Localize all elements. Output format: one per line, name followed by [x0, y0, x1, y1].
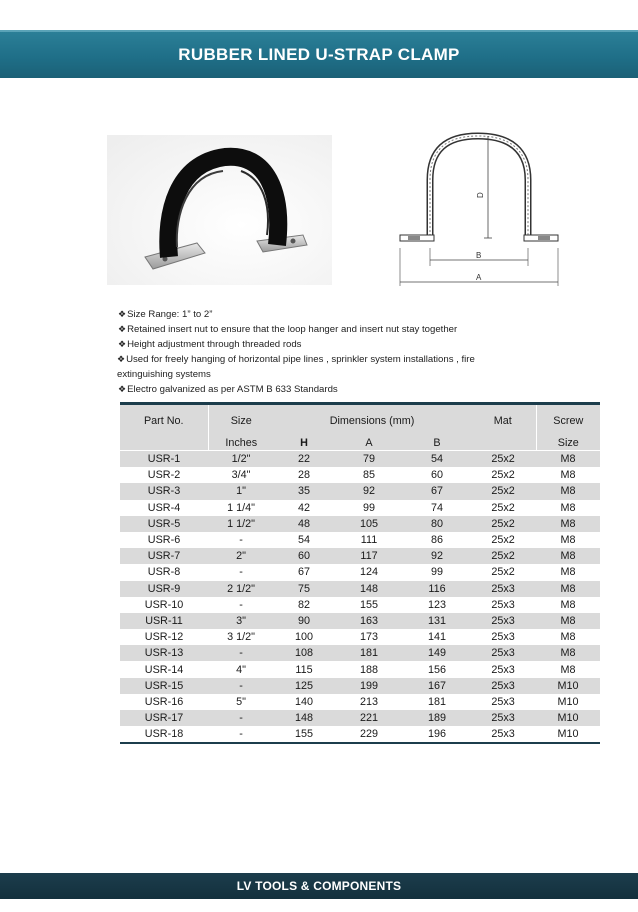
cell-mat: 25x2: [470, 483, 536, 499]
cell-size: -: [208, 678, 274, 694]
cell-dim-h: 35: [274, 483, 334, 499]
dim-a-label: A: [476, 273, 482, 282]
cell-dim-a: 173: [334, 629, 404, 645]
header-part-no: Part No.: [120, 404, 208, 437]
cell-size: -: [208, 726, 274, 743]
table-row: [120, 564, 600, 580]
cell-size: 1 1/4": [208, 500, 274, 516]
cell-part-no: USR-1: [120, 451, 208, 468]
cell-dim-b: 80: [404, 516, 470, 532]
cell-dim-a: 229: [334, 726, 404, 743]
cell-part-no: USR-13: [120, 645, 208, 661]
cell-dim-h: 22: [274, 451, 334, 468]
page-title: RUBBER LINED U-STRAP CLAMP: [178, 45, 460, 64]
cell-screw-size: M8: [536, 516, 600, 532]
cell-part-no: USR-10: [120, 597, 208, 613]
cell-screw-size: M10: [536, 694, 600, 710]
diamond-bullet-icon: ❖: [118, 339, 127, 349]
table-row: [120, 678, 600, 694]
cell-size: 2": [208, 548, 274, 564]
cell-part-no: USR-5: [120, 516, 208, 532]
cell-size: 1": [208, 483, 274, 499]
cell-dim-a: 105: [334, 516, 404, 532]
cell-part-no: USR-11: [120, 613, 208, 629]
cell-screw-size: M8: [536, 597, 600, 613]
cell-mat: 25x2: [470, 516, 536, 532]
cell-dim-a: 188: [334, 661, 404, 677]
cell-dim-a: 79: [334, 451, 404, 468]
cell-mat: 25x3: [470, 581, 536, 597]
cell-dim-b: 156: [404, 661, 470, 677]
table-row: [120, 661, 600, 677]
cell-dim-h: 115: [274, 661, 334, 677]
cell-dim-h: 67: [274, 564, 334, 580]
cell-dim-h: 75: [274, 581, 334, 597]
cell-part-no: USR-18: [120, 726, 208, 743]
cell-dim-a: 85: [334, 467, 404, 483]
cell-mat: 25x3: [470, 710, 536, 726]
cell-part-no: USR-2: [120, 467, 208, 483]
cell-dim-b: 74: [404, 500, 470, 516]
cell-dim-h: 140: [274, 694, 334, 710]
cell-dim-b: 92: [404, 548, 470, 564]
cell-dim-h: 100: [274, 629, 334, 645]
cell-size: -: [208, 710, 274, 726]
cell-mat: 25x3: [470, 726, 536, 743]
diamond-bullet-icon: ❖: [118, 324, 127, 334]
subheader-screw: Size: [536, 436, 600, 451]
cell-size: 4": [208, 661, 274, 677]
cell-dim-b: 123: [404, 597, 470, 613]
footer-band: [0, 873, 638, 899]
feature-list: [118, 307, 518, 397]
cell-part-no: USR-14: [120, 661, 208, 677]
cell-dim-b: 131: [404, 613, 470, 629]
cell-screw-size: M8: [536, 613, 600, 629]
cell-screw-size: M8: [536, 483, 600, 499]
cell-dim-a: 181: [334, 645, 404, 661]
cell-part-no: USR-15: [120, 678, 208, 694]
header-band: [0, 30, 638, 78]
cell-dim-a: 99: [334, 500, 404, 516]
cell-mat: 25x3: [470, 678, 536, 694]
cell-part-no: USR-16: [120, 694, 208, 710]
cell-dim-a: 221: [334, 710, 404, 726]
cell-screw-size: M8: [536, 564, 600, 580]
feature-item: ❖Retained insert nut to ensure that the loop hanger and insert nut stay together: [118, 324, 458, 335]
cell-dim-h: 48: [274, 516, 334, 532]
subheader-size: Inches: [208, 436, 274, 451]
cell-size: -: [208, 597, 274, 613]
cell-dim-a: 148: [334, 581, 404, 597]
table-row: [120, 483, 600, 499]
cell-dim-b: 149: [404, 645, 470, 661]
cell-dim-a: 111: [334, 532, 404, 548]
table-row: [120, 597, 600, 613]
cell-screw-size: M10: [536, 710, 600, 726]
cell-size: -: [208, 532, 274, 548]
cell-screw-size: M8: [536, 581, 600, 597]
cell-dim-b: 116: [404, 581, 470, 597]
subheader-b: B: [404, 436, 470, 451]
cell-part-no: USR-7: [120, 548, 208, 564]
diamond-bullet-icon: ❖: [118, 384, 127, 394]
cell-part-no: USR-6: [120, 532, 208, 548]
header-size: Size: [208, 404, 274, 437]
subheader-mat: [470, 436, 536, 451]
spec-table-body: [120, 451, 600, 744]
cell-dim-a: 124: [334, 564, 404, 580]
cell-screw-size: M8: [536, 629, 600, 645]
table-row: [120, 451, 600, 468]
cell-dim-a: 155: [334, 597, 404, 613]
table-row: [120, 726, 600, 743]
cell-size: 3 1/2": [208, 629, 274, 645]
table-row: [120, 532, 600, 548]
cell-part-no: USR-8: [120, 564, 208, 580]
cell-dim-h: 42: [274, 500, 334, 516]
header-dimensions: Dimensions (mm): [274, 404, 470, 437]
cell-mat: 25x2: [470, 532, 536, 548]
cell-size: 5": [208, 694, 274, 710]
diamond-bullet-icon: ❖: [118, 309, 127, 319]
table-row: [120, 629, 600, 645]
cell-dim-b: 196: [404, 726, 470, 743]
cell-dim-h: 82: [274, 597, 334, 613]
product-photo: [107, 135, 332, 285]
table-row: [120, 581, 600, 597]
cell-screw-size: M8: [536, 645, 600, 661]
dim-b-label: B: [476, 251, 482, 260]
spec-table-wrapper: [120, 402, 600, 744]
cell-dim-h: 155: [274, 726, 334, 743]
dim-d-label: D: [476, 192, 485, 198]
cell-mat: 25x3: [470, 645, 536, 661]
cell-dim-h: 28: [274, 467, 334, 483]
table-row: [120, 613, 600, 629]
table-row: [120, 710, 600, 726]
cell-screw-size: M10: [536, 726, 600, 743]
cell-dim-b: 67: [404, 483, 470, 499]
cell-dim-h: 90: [274, 613, 334, 629]
cell-dim-a: 213: [334, 694, 404, 710]
cell-mat: 25x3: [470, 613, 536, 629]
diamond-bullet-icon: ❖: [117, 354, 126, 364]
cell-mat: 25x2: [470, 467, 536, 483]
cell-dim-a: 117: [334, 548, 404, 564]
table-row: [120, 500, 600, 516]
table-row: [120, 516, 600, 532]
cell-screw-size: M8: [536, 532, 600, 548]
table-row: [120, 694, 600, 710]
cell-screw-size: M8: [536, 451, 600, 468]
cell-mat: 25x2: [470, 564, 536, 580]
cell-mat: 25x3: [470, 597, 536, 613]
cell-dim-h: 108: [274, 645, 334, 661]
cell-size: 3/4": [208, 467, 274, 483]
cell-mat: 25x2: [470, 548, 536, 564]
cell-screw-size: M8: [536, 661, 600, 677]
cell-dim-b: 86: [404, 532, 470, 548]
subheader-h: H: [274, 436, 334, 451]
table-row: [120, 645, 600, 661]
cell-dim-b: 99: [404, 564, 470, 580]
technical-drawing: [388, 130, 586, 290]
header-screw: Screw: [536, 404, 600, 437]
cell-dim-b: 141: [404, 629, 470, 645]
cell-size: 1/2": [208, 451, 274, 468]
cell-screw-size: M8: [536, 548, 600, 564]
cell-dim-b: 60: [404, 467, 470, 483]
feature-item: ❖Height adjustment through threaded rods: [118, 339, 302, 350]
cell-dim-b: 181: [404, 694, 470, 710]
table-row: [120, 548, 600, 564]
footer-text: LV TOOLS & COMPONENTS: [236, 879, 402, 893]
cell-part-no: USR-12: [120, 629, 208, 645]
cell-size: 1 1/2": [208, 516, 274, 532]
cell-part-no: USR-4: [120, 500, 208, 516]
feature-item: ❖Size Range: 1” to 2”: [118, 309, 213, 320]
subheader-part-no: [120, 436, 208, 451]
cell-mat: 25x3: [470, 694, 536, 710]
cell-mat: 25x3: [470, 661, 536, 677]
cell-dim-a: 163: [334, 613, 404, 629]
cell-dim-b: 54: [404, 451, 470, 468]
cell-dim-h: 125: [274, 678, 334, 694]
spec-table: [120, 402, 600, 744]
cell-size: 2 1/2": [208, 581, 274, 597]
cell-dim-h: 148: [274, 710, 334, 726]
cell-dim-a: 92: [334, 483, 404, 499]
feature-item: ❖Electro galvanized as per ASTM B 633 Standards: [118, 384, 338, 395]
cell-mat: 25x2: [470, 500, 536, 516]
cell-mat: 25x3: [470, 629, 536, 645]
subheader-a: A: [334, 436, 404, 451]
cell-size: 3": [208, 613, 274, 629]
header-mat: Mat: [470, 404, 536, 437]
table-row: [120, 467, 600, 483]
cell-size: -: [208, 564, 274, 580]
cell-dim-b: 189: [404, 710, 470, 726]
cell-mat: 25x2: [470, 451, 536, 468]
cell-dim-h: 54: [274, 532, 334, 548]
cell-screw-size: M8: [536, 467, 600, 483]
cell-part-no: USR-9: [120, 581, 208, 597]
cell-part-no: USR-17: [120, 710, 208, 726]
cell-part-no: USR-3: [120, 483, 208, 499]
feature-item: ❖Used for freely hanging of horizontal pipe lines , sprinkler system installations , fire extinguishing systems: [117, 354, 475, 380]
cell-screw-size: M10: [536, 678, 600, 694]
cell-dim-h: 60: [274, 548, 334, 564]
cell-dim-b: 167: [404, 678, 470, 694]
cell-screw-size: M8: [536, 500, 600, 516]
cell-dim-a: 199: [334, 678, 404, 694]
cell-size: -: [208, 645, 274, 661]
